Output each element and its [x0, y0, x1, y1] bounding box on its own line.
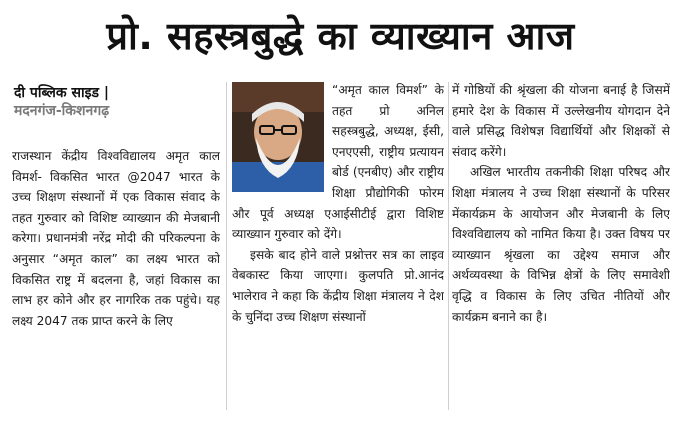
article-column-3 [452, 80, 670, 406]
byline-source: दी पब्लिक साइड | [14, 85, 109, 101]
article-column-1 [12, 146, 220, 408]
column-3-paragraph-1: में गोष्ठियों की श्रृंखला की योजना बनाई है जिसमें हमारे देश के विकास में उल्लेखनीय योगदान देने वाले प्रसिद्ध विशेषज्ञ विद्यार्थियों और शिक्षकों से संवाद करेंगे। [452, 83, 670, 159]
byline [14, 84, 224, 120]
column-3-paragraph-2: अखिल भारतीय तकनीकी शिक्षा परिषद और शिक्षा मंत्रालय ने उच्च शिक्षा संस्थानों के परिसर मेंकार्यक्रम के आयोजन और मेजबानी के लिए विश्वविद्यालय को नामित किया है। उक्त विषय पर व्याख्यान श्रृंखला का उद्देश्य समाज और अर्थव्यवस्था के विभिन्न क्षेत्रों के लिए समावेशी वृद्धि व विकास के लिए उचित नीतियों और कार्यक्रम बनाने का है। [452, 165, 670, 324]
column-2-paragraph: इसके बाद होने वाले प्रश्नोत्तर सत्र का लाइव वेबकास्ट किया जाएगा। कुलपति प्रो.आनंद भालेराव ने कहा कि केंद्रीय शिक्षा मंत्रालय ने देश के चुनिंदा उच्च शिक्षण संस्थानों [232, 247, 444, 324]
portrait-illustration-icon [232, 82, 324, 192]
headline: प्रो. सहस्त्रबुद्धे का व्याख्यान आज [106, 14, 575, 58]
column-2-intro: “अमृत काल विमर्श” के तहत प्रो अनिल सहस्त्रबुद्धे, अध्यक्ष, ईसी, एनएएसी, राष्ट्रीय प्रत्यायन बोर्ड (एनबीए) और राष्ट्रीय शिक्षा प्रौद्योगिकी फोरम और पूर्व अध्यक्ष एआईसीटीई द्वारा विशिष्ट व्याख्यान गुरुवार को देंगे। [232, 83, 444, 242]
column-divider-2 [448, 82, 449, 410]
column-1-paragraph: राजस्थान केंद्रीय विश्वविद्यालय अमृत काल विमर्श- विकसित भारत @2047 भारत के उच्च शिक्षण संस्थानों में एक विकास संवाद के तहत गुरुवार को विशिष्ट व्याख्यान की मेजबानी करेगा। प्रधानमंत्री नरेंद्र मोदी की परिकल्पना के अनुसार “अमृत काल” का लक्ष्य भारत को विकसित राष्ट्र में बदलना है, जहां विकास का लाभ हर कोने और हर नागरिक तक पहुंचे। यह लक्ष्य 2047 तक प्राप्त करने के लिए [12, 149, 220, 328]
article-column-2 [232, 80, 444, 406]
byline-location: मदनगंज-किशनगढ़ [14, 103, 110, 119]
column-divider-1 [226, 82, 227, 410]
portrait-photo [232, 82, 324, 192]
